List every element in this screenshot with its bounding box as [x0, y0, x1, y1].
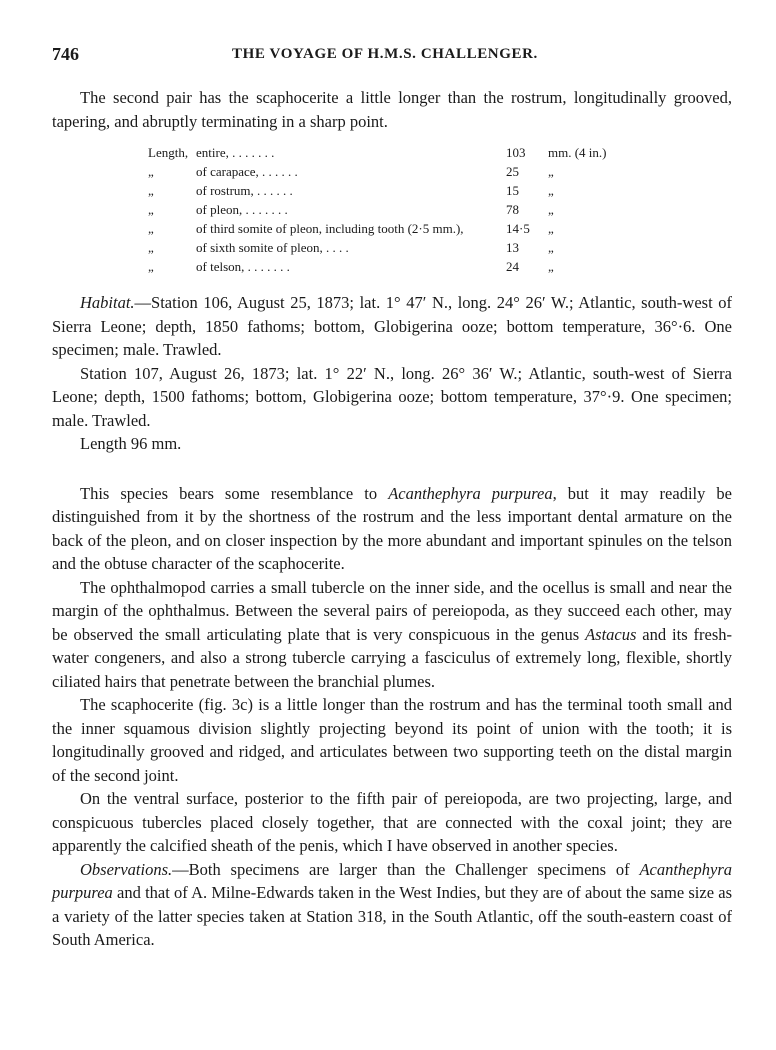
page-header: [52, 44, 742, 68]
ophthalmopod-paragraph: [52, 576, 732, 694]
measurement-label: „: [148, 240, 154, 255]
measurement-unit: mm. (4 in.): [548, 145, 607, 160]
measurement-value: 15: [506, 183, 519, 198]
running-title: THE VOYAGE OF H.M.S. CHALLENGER.: [232, 46, 538, 62]
measurement-label: Length,: [148, 145, 189, 160]
measurement-desc: entire, . . . . . . .: [196, 145, 275, 160]
habitat-label: Habitat.: [80, 293, 135, 312]
body-text: [52, 86, 732, 952]
measurement-row: [148, 219, 607, 238]
measurement-row: [148, 162, 607, 181]
measurement-value: 14·5: [506, 221, 530, 236]
species-name: Acanthephyra purpurea: [52, 859, 732, 902]
observations-text-before: —Both specimens are larger than the Challenger specimens of: [172, 859, 640, 879]
observations-paragraph: [52, 858, 732, 952]
measurement-unit: „: [548, 202, 554, 217]
measurement-value: 78: [506, 202, 519, 217]
habitat-paragraph: [52, 291, 732, 362]
measurement-value: 24: [506, 259, 519, 274]
ventral-surface-paragraph: On the ventral surface, posterior to the fifth pair of pereiopoda, are two projecting, large, and conspicuous tubercles placed closely together, that are connected with the coxal joint; they are apparently the calcified sheath of the penis, which I have observed in another species.: [52, 789, 732, 855]
comparison-paragraph: [52, 482, 732, 576]
measurement-row: [148, 238, 607, 257]
habitat-station-106: —Station 106, August 25, 1873; lat. 1° 47′ N., long. 24° 26′ W.; Atlantic, south-west of Sierra Leone; depth, 1850 fathoms; bottom, Globigerina ooze; bottom temperature, 36°·6. One specimen; male. Trawled.: [52, 293, 732, 359]
comparison-text-before: This species bears some resemblance to: [80, 483, 389, 503]
measurement-label: „: [148, 221, 154, 236]
habitat-station-107: Station 107, August 26, 1873; lat. 1° 22′ N., long. 26° 36′ W.; Atlantic, south-west of Sierra Leone; depth, 1500 fathoms; bottom, Globigerina ooze; bottom temperature, 37°·9. One specimen; male. Trawled.: [52, 363, 732, 430]
scaphocerite-paragraph: The scaphocerite (fig. 3c) is a little longer than the rostrum and has the terminal tooth small and the inner squamous division slightly projecting beyond its point of union with the tooth; it is longitudinally grooved and ridged, and articulates between two supporting teeth on the distal margin of the second joint.: [52, 695, 732, 785]
measurement-row: [148, 181, 607, 200]
measurement-row: [148, 143, 607, 162]
specimen-length: Length 96 mm.: [80, 434, 182, 453]
comparison-text-after: , but it may readily be distinguished from it by the shortness of the rostrum and the less important dental armature on the back of the pleon, and on closer inspection by the more abundant and important spinules on the telson and the obtuse character of the scaphocerite.: [52, 483, 732, 573]
observations-label: Observations.: [80, 859, 173, 879]
measurement-desc: of third somite of pleon, including tooth (2·5 mm.),: [196, 221, 464, 236]
measurement-value: 25: [506, 164, 519, 179]
species-name: Acanthephyra purpurea: [388, 483, 553, 503]
measurement-value: 13: [506, 240, 519, 255]
measurement-unit: „: [548, 164, 554, 179]
measurement-label: „: [148, 164, 154, 179]
measurement-label: „: [148, 202, 154, 217]
intro-paragraph: The second pair has the scaphocerite a little longer than the rostrum, longitudinally grooved, tapering, and abruptly terminating in a sharp point.: [52, 88, 732, 131]
ophthalmopod-text-after: and its fresh-water congeners, and also a strong tubercle carrying a fasciculus of extremely long, flexible, shortly ciliated hairs that penetrate between the branchial plumes.: [52, 624, 732, 691]
measurement-desc: of telson, . . . . . . .: [196, 259, 290, 274]
ophthalmopod-text-before: The ophthalmopod carries a small tubercle on the inner side, and the ocellus is small and near the margin of the ophthalmus. Between the several pairs of pereiopoda, as they succeed each other, may be observed the small articulating plate that is very conspicuous in the genus: [52, 577, 732, 644]
measurement-unit: „: [548, 183, 554, 198]
measurement-unit: „: [548, 240, 554, 255]
measurement-desc: of pleon, . . . . . . .: [196, 202, 288, 217]
measurement-unit: „: [548, 221, 554, 236]
measurement-unit: „: [548, 259, 554, 274]
genus-name: Astacus: [585, 624, 637, 644]
measurement-desc: of carapace, . . . . . .: [196, 164, 298, 179]
measurement-label: „: [148, 259, 154, 274]
measurement-desc: of rostrum, . . . . . .: [196, 183, 293, 198]
measurement-row: [148, 257, 607, 276]
observations-text-after: and that of A. Milne-Edwards taken in the West Indies, but they are of about the same size as a variety of the latter species taken at Station 318, in the South Atlantic, off the south-eastern coast of South America.: [52, 883, 732, 949]
measurement-value: 103: [506, 145, 526, 160]
page-number: 746: [52, 44, 79, 64]
measurement-row: [148, 200, 607, 219]
measurements-table: [148, 143, 607, 276]
measurement-label: „: [148, 183, 154, 198]
measurement-desc: of sixth somite of pleon, . . . .: [196, 240, 349, 255]
